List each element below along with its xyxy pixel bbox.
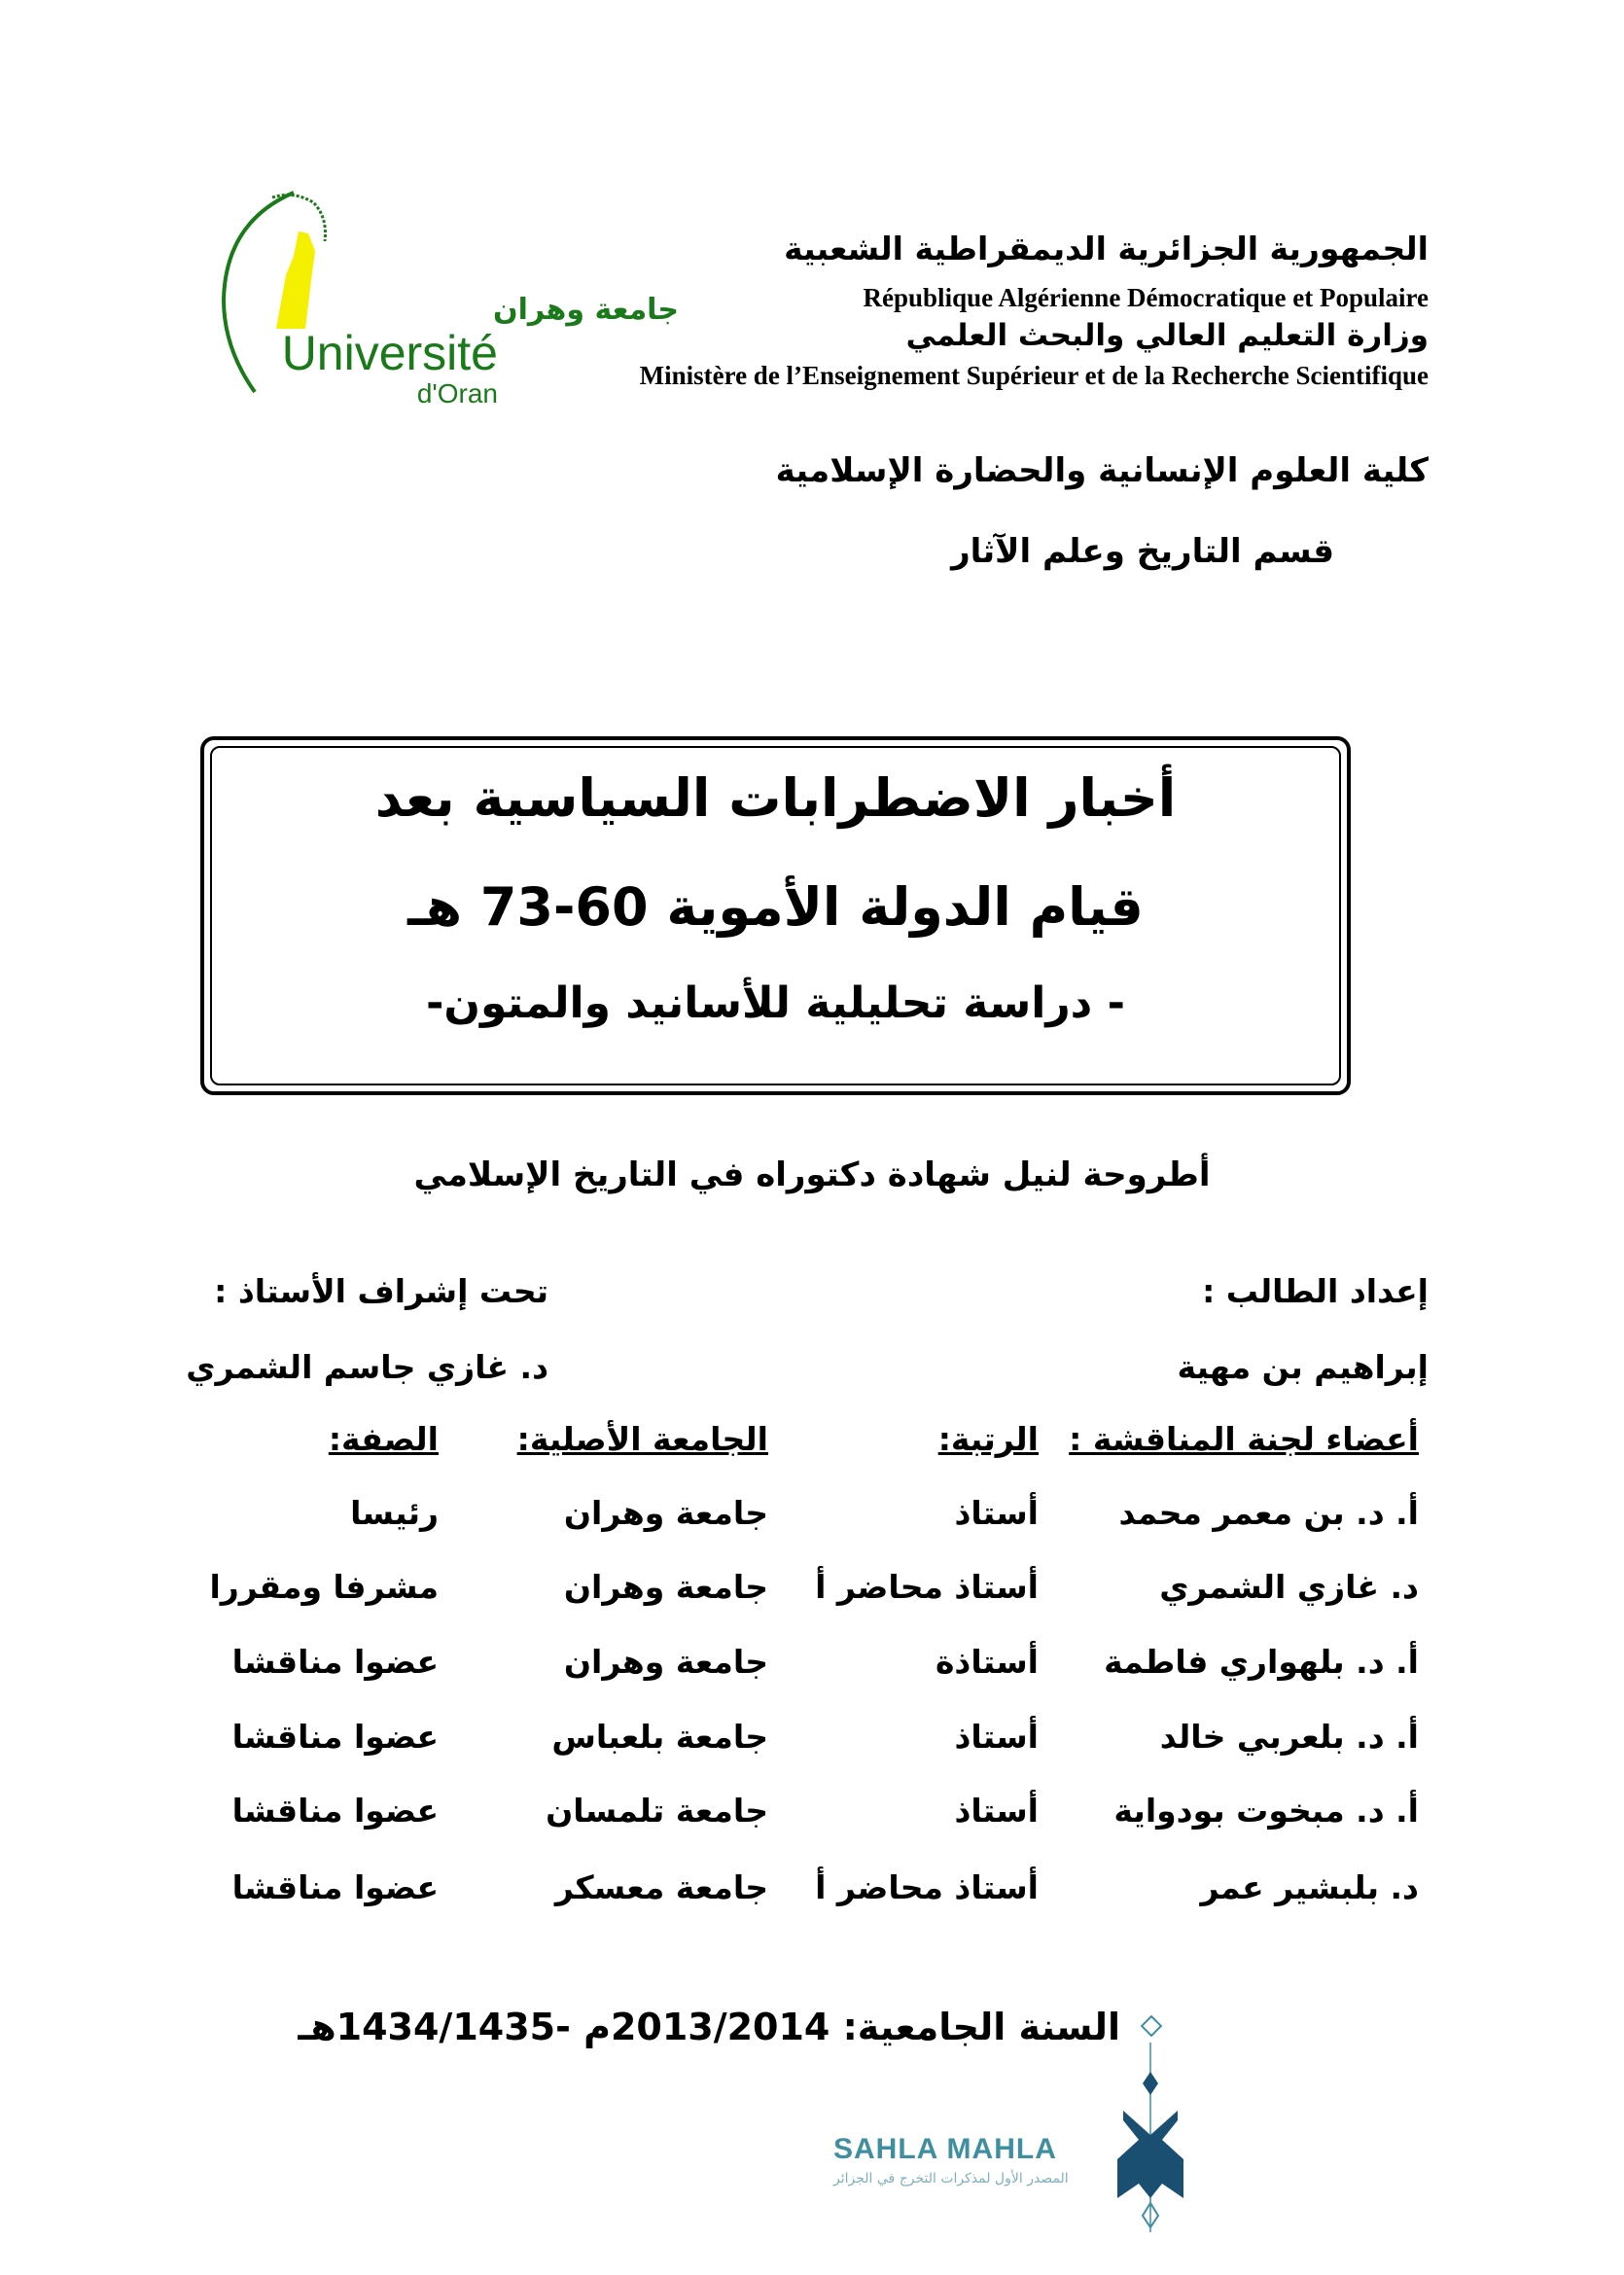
department-name: قسم التاريخ وعلم الآثار xyxy=(951,532,1334,571)
member-role: رئيسا xyxy=(350,1494,439,1532)
republic-french: République Algérienne Démocratique et Populaire xyxy=(863,283,1429,312)
member-rank: أستاذ xyxy=(954,1494,1039,1532)
thesis-degree: أطروحة لنيل شهادة دكتوراه في التاريخ الإسلامي xyxy=(413,1155,1211,1194)
university-logo xyxy=(216,183,680,409)
thesis-title-line-2: قيام الدولة الأموية 60-73 هـ xyxy=(407,876,1144,938)
member-name: أ. د. بلهواري فاطمة xyxy=(1104,1643,1419,1681)
svg-text:جامعة وهران: جامعة وهران xyxy=(493,293,680,327)
supervisor-name: د. غازي جاسم الشمري xyxy=(186,1348,548,1386)
member-university: جامعة وهران xyxy=(563,1494,768,1532)
sahla-mahla-logo xyxy=(831,2043,1201,2232)
member-university: جامعة معسكر xyxy=(554,1868,768,1906)
university-logo-graphic xyxy=(216,183,680,409)
student-label: إعداد الطالب : xyxy=(1202,1272,1429,1310)
svg-text:d'Oran: d'Oran xyxy=(416,378,498,409)
member-name: أ. د. بن معمر محمد xyxy=(1118,1494,1419,1532)
member-name: أ. د. بلعربي خالد xyxy=(1159,1718,1419,1756)
republic-arabic: الجمهورية الجزائرية الديمقراطية الشعبية xyxy=(784,230,1429,267)
student-name: إبراهيم بن مهية xyxy=(1177,1348,1429,1386)
sahla-mahla-tagline: المصدر الأول لمذكرات التخرج في الجزائر xyxy=(833,2171,1069,2186)
member-rank: أستاذ xyxy=(954,1792,1039,1830)
thesis-title-line-1: أخبار الاضطرابات السياسية بعد xyxy=(374,767,1177,829)
faculty-name: كلية العلوم الإنسانية والحضارة الإسلامية xyxy=(775,451,1429,490)
member-rank: أستاذ محاضر أ xyxy=(815,1568,1039,1606)
member-role: مشرفا ومقررا xyxy=(209,1568,439,1606)
ministry-french: Ministère de l’Enseignement Supérieur et de la Recherche Scientifique xyxy=(639,361,1429,390)
member-rank: أستاذ xyxy=(954,1718,1039,1756)
member-role: عضوا مناقشا xyxy=(231,1868,439,1906)
supervisor-label: تحت إشراف الأستاذ : xyxy=(214,1272,548,1310)
member-university: جامعة وهران xyxy=(563,1643,768,1681)
member-name: أ. د. مبخوت بودواية xyxy=(1113,1792,1419,1830)
sahla-mahla-brand: SAHLA MAHLA xyxy=(833,2133,1057,2165)
academic-year: السنة الجامعية: 2013/2014م -1434/1435هـ xyxy=(298,2006,1120,2048)
member-rank: أستاذ محاضر أ xyxy=(815,1868,1039,1906)
member-role: عضوا مناقشا xyxy=(231,1792,439,1830)
committee-header-member: أعضاء لجنة المناقشة : xyxy=(1069,1420,1419,1458)
thesis-title-line-3: - دراسة تحليلية للأسانيد والمتون- xyxy=(426,978,1125,1028)
committee-header-university: الجامعة الأصلية: xyxy=(516,1420,768,1458)
member-rank: أستاذة xyxy=(935,1643,1039,1681)
committee-header-role: الصفة: xyxy=(328,1420,439,1458)
member-name: د. غازي الشمري xyxy=(1159,1568,1419,1606)
ministry-arabic: وزارة التعليم العالي والبحث العلمي xyxy=(905,318,1429,353)
svg-text:Université: Université xyxy=(281,326,498,380)
member-role: عضوا مناقشا xyxy=(231,1718,439,1756)
title-box xyxy=(200,736,1351,1095)
committee-header-rank: الرتبة: xyxy=(937,1420,1039,1458)
member-university: جامعة بلعباس xyxy=(551,1718,768,1756)
ornament-diamond-icon xyxy=(1141,2015,1163,2038)
member-university: جامعة تلمسان xyxy=(546,1792,768,1830)
member-university: جامعة وهران xyxy=(563,1568,768,1606)
member-name: د. بلبشير عمر xyxy=(1200,1868,1419,1906)
member-role: عضوا مناقشا xyxy=(231,1643,439,1681)
